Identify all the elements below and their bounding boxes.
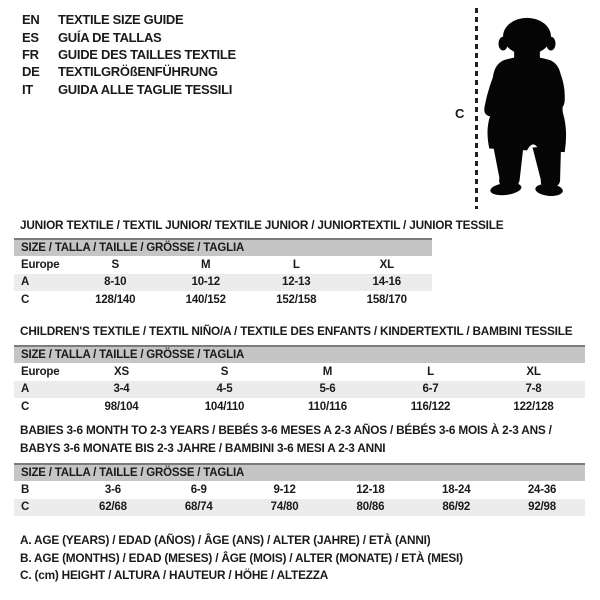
height-cell: 158/170 xyxy=(366,293,407,306)
size-cell: M xyxy=(322,365,333,378)
row-label: C xyxy=(21,293,30,306)
size-cell: M xyxy=(201,258,211,271)
height-cell: 92/98 xyxy=(528,501,556,514)
age-cell: 24-36 xyxy=(527,483,557,496)
height-measure-dotted-line xyxy=(475,8,478,209)
children-size-table xyxy=(14,345,585,416)
age-cell: 3-6 xyxy=(104,483,121,496)
language-title: TEXTILGRÖßENFÜHRUNG xyxy=(58,64,218,80)
table-row xyxy=(14,481,585,499)
junior-size-table xyxy=(14,238,432,309)
row-label: C xyxy=(21,400,30,413)
age-cell: 6-9 xyxy=(190,483,207,496)
height-cell: 122/128 xyxy=(513,400,554,413)
language-row-fr xyxy=(22,46,236,63)
language-row-en xyxy=(22,11,236,28)
language-code: DE xyxy=(22,64,40,80)
row-label: A xyxy=(21,383,30,396)
age-cell: 12-13 xyxy=(282,276,311,289)
language-title: GUIDA ALLE TAGLIE TESSILI xyxy=(58,81,233,97)
language-code: IT xyxy=(22,81,33,97)
table-row xyxy=(14,363,585,381)
age-cell: 4-5 xyxy=(216,383,233,396)
babies-section-title-line1: BABIES 3-6 MONTH TO 2-3 YEARS / BEBÉS 3-6 MESES A 2-3 AÑOS / BÉBÉS 3-6 MOIS À 2-3 ANS / xyxy=(20,423,552,437)
legend-line-c: C. (cm) HEIGHT / ALTURA / HAUTEUR / HÖHE / ALTEZZA xyxy=(20,568,329,583)
legend-line-a: A. AGE (YEARS) / EDAD (AÑOS) / ÂGE (ANS) / ALTER (JAHRE) / ETÀ (ANNI) xyxy=(20,533,431,547)
height-cell: 86/92 xyxy=(442,501,471,514)
language-code: ES xyxy=(22,29,39,45)
babies-size-table xyxy=(14,463,585,516)
height-cell: 104/110 xyxy=(204,400,245,413)
height-cell: 152/158 xyxy=(276,293,317,306)
legend-line-b: B. AGE (MONTHS) / EDAD (MESES) / ÂGE (MOIS) / ALTER (MONATE) / ETÀ (MESI) xyxy=(20,550,463,565)
size-cell: S xyxy=(111,258,119,271)
row-label: B xyxy=(21,483,30,496)
row-label: Europe xyxy=(21,365,60,378)
table-row xyxy=(14,381,585,399)
age-cell: 18-24 xyxy=(442,483,471,496)
language-title: GUÍA DE TALLAS xyxy=(58,29,162,45)
table-row xyxy=(14,499,585,517)
age-cell: 10-12 xyxy=(191,276,220,289)
language-row-it xyxy=(22,81,236,98)
height-cell: 110/116 xyxy=(308,400,347,413)
table-row xyxy=(14,398,585,416)
language-title-list xyxy=(22,11,236,98)
baby-silhouette-image xyxy=(481,9,573,207)
height-cell: 62/68 xyxy=(99,501,127,514)
height-measure-label: C xyxy=(455,106,465,121)
language-title: GUIDE DES TAILLES TEXTILE xyxy=(58,46,236,62)
language-row-de xyxy=(22,63,236,80)
height-cell: 116/122 xyxy=(410,400,451,413)
table-row xyxy=(14,291,432,309)
row-label: Europe xyxy=(21,258,60,271)
height-cell: 140/152 xyxy=(185,293,226,306)
language-code: FR xyxy=(22,46,39,62)
size-header-band: SIZE / TALLA / TAILLE / GRÖSSE / TAGLIA xyxy=(14,463,585,481)
age-cell: 7-8 xyxy=(525,383,542,396)
children-section-title: CHILDREN'S TEXTILE / TEXTIL NIÑO/A / TEXTILE DES ENFANTS / KINDERTEXTIL / BAMBINI TESSILE xyxy=(20,324,573,338)
size-header-band: SIZE / TALLA / TAILLE / GRÖSSE / TAGLIA xyxy=(14,345,585,363)
age-cell: 12-18 xyxy=(356,483,385,496)
size-header-band: SIZE / TALLA / TAILLE / GRÖSSE / TAGLIA xyxy=(14,238,432,256)
age-cell: 3-4 xyxy=(113,383,130,396)
height-cell: 128/140 xyxy=(95,293,136,306)
height-cell: 74/80 xyxy=(270,501,299,514)
size-cell: L xyxy=(427,365,434,378)
babies-section-title xyxy=(20,421,552,457)
language-row-es xyxy=(22,28,236,45)
size-cell: XL xyxy=(379,258,394,271)
height-cell: 80/86 xyxy=(356,501,385,514)
language-title: TEXTILE SIZE GUIDE xyxy=(58,12,184,28)
size-cell: XS xyxy=(114,365,129,378)
age-cell: 6-7 xyxy=(422,383,439,396)
age-cell: 9-12 xyxy=(273,483,296,496)
size-cell: S xyxy=(220,365,229,378)
babies-section-title-line2: BABYS 3-6 MONATE BIS 2-3 JAHRE / BAMBINI 3-6 MESI A 2-3 ANNI xyxy=(20,441,386,455)
size-cell: L xyxy=(292,258,300,271)
age-cell: 5-6 xyxy=(319,383,336,396)
row-label: A xyxy=(21,276,30,289)
table-row xyxy=(14,256,432,274)
height-cell: 98/104 xyxy=(104,400,139,413)
height-cell: 68/74 xyxy=(184,501,213,514)
junior-section-title: JUNIOR TEXTILE / TEXTIL JUNIOR/ TEXTILE JUNIOR / JUNIORTEXTIL / JUNIOR TESSILE xyxy=(20,218,504,232)
table-row xyxy=(14,274,432,292)
row-label: C xyxy=(21,501,30,514)
age-cell: 14-16 xyxy=(372,276,401,289)
language-code: EN xyxy=(22,12,40,28)
size-cell: XL xyxy=(526,365,541,378)
age-cell: 8-10 xyxy=(104,276,127,289)
measurement-legend xyxy=(20,532,463,585)
